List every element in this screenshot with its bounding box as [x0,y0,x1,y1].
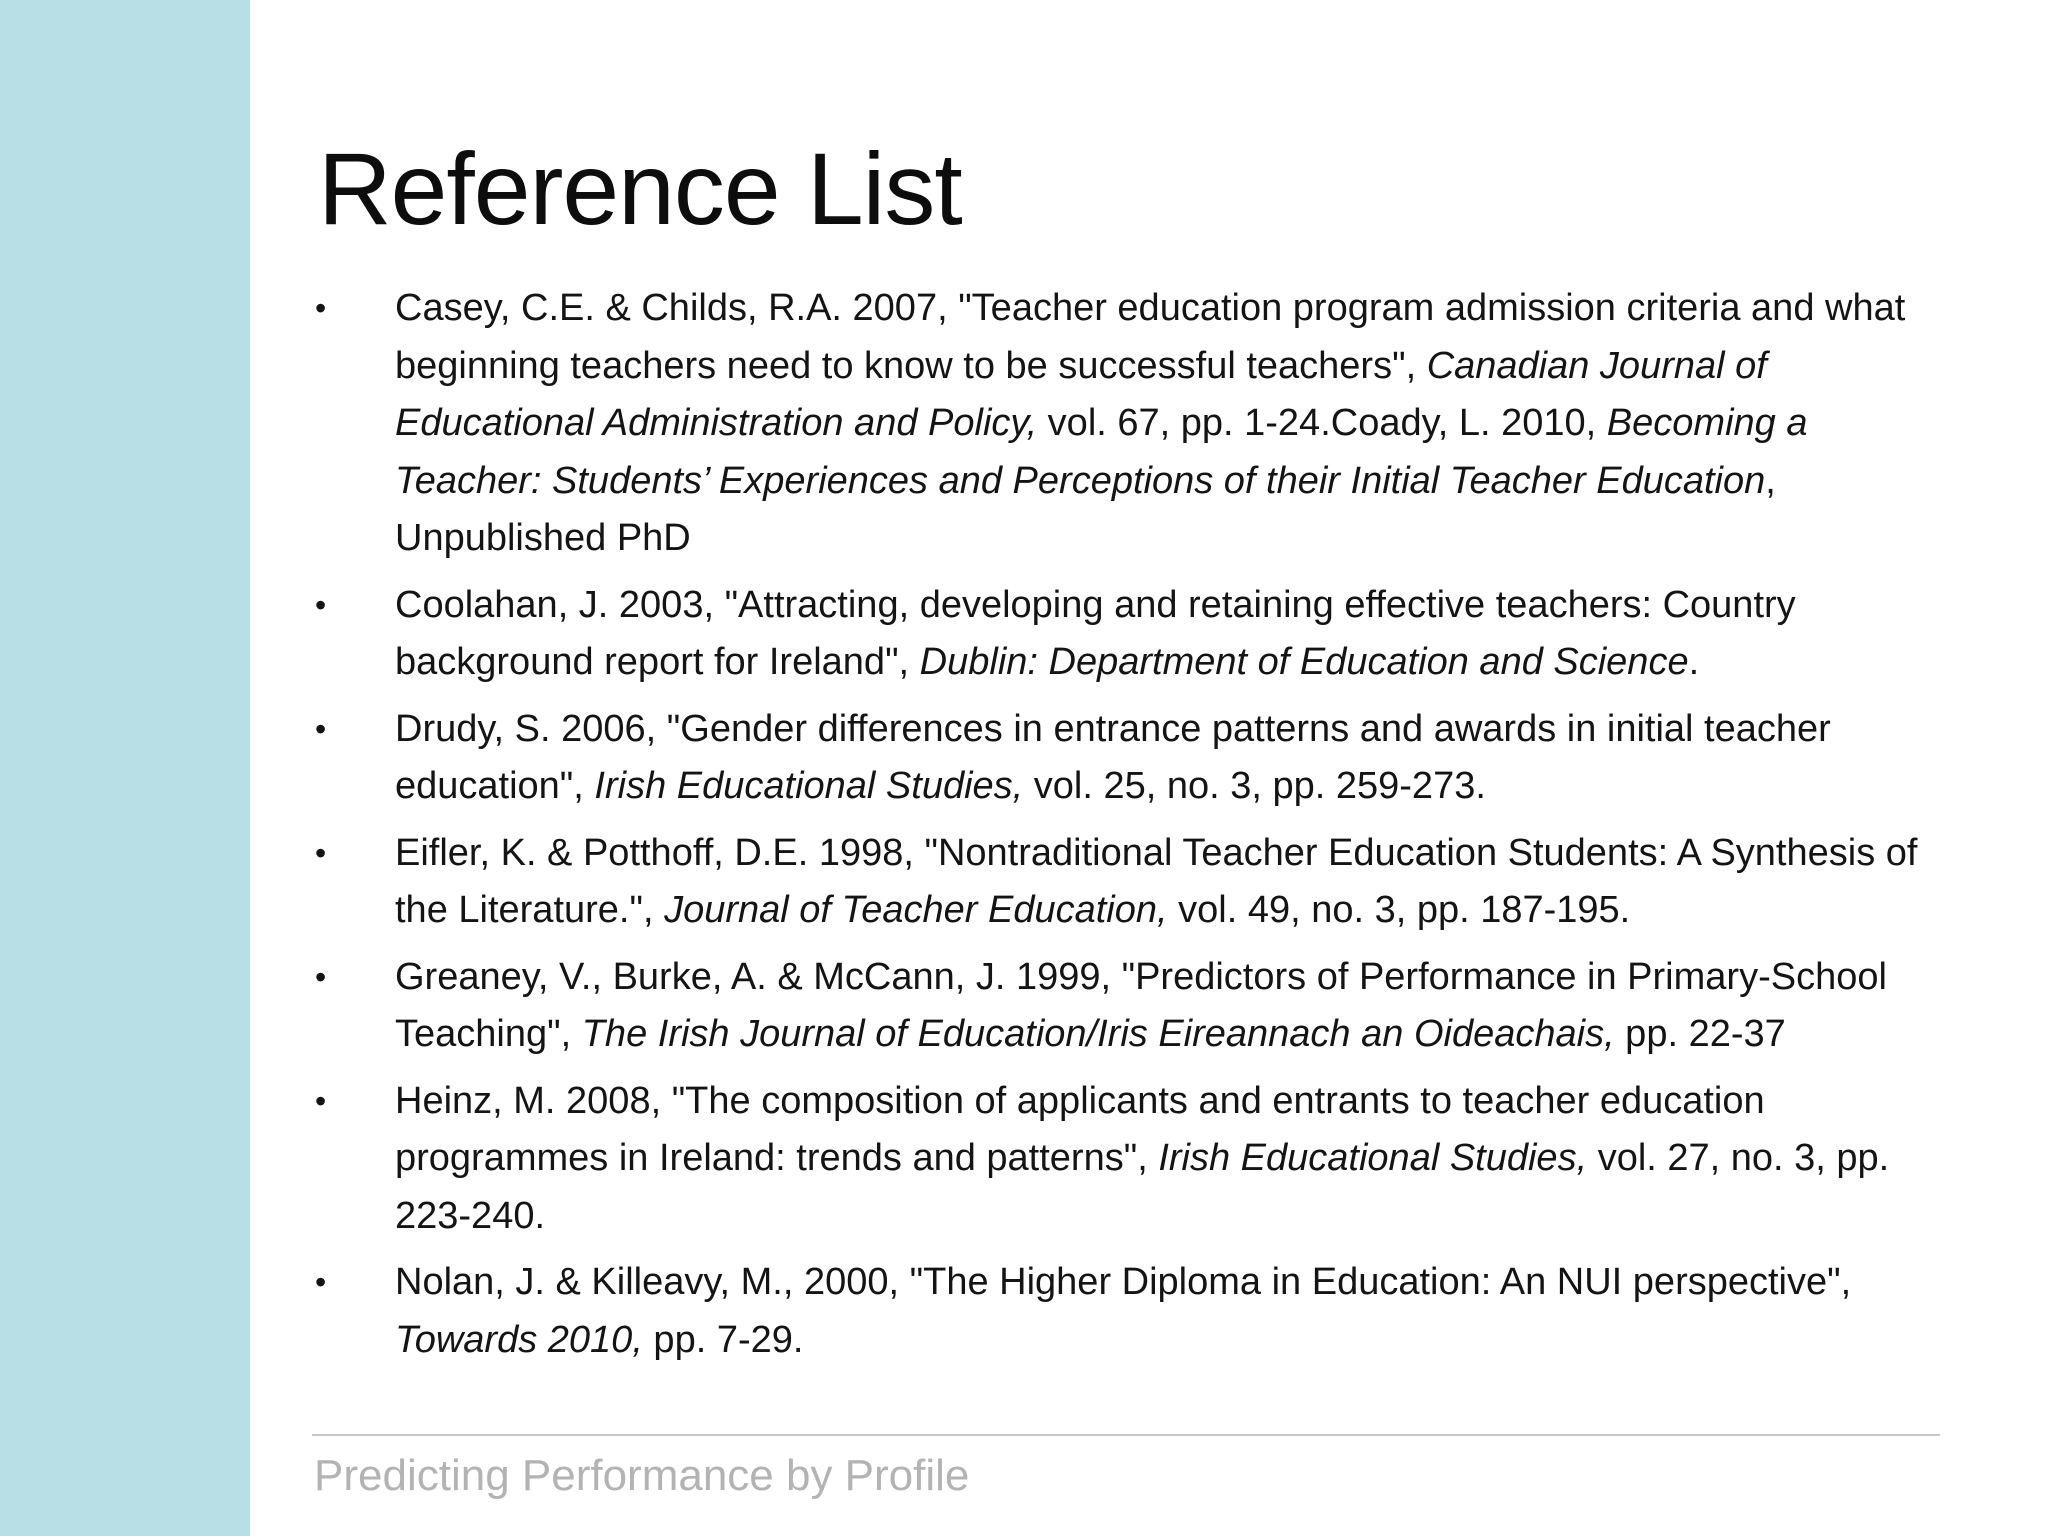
reference-text [395,1080,1889,1237]
reference-text [395,584,1796,684]
bullet-icon: • [315,834,327,871]
reference-segment: Greaney, V., Burke, A. & McCann, J. 1999, "Predictors of Performance in Primary-School Teaching", [395,955,1887,1055]
reference-segment: vol. 25, no. 3, pp. 259-273. [1023,765,1486,807]
reference-segment: vol. 49, no. 3, pp. 187-195. [1167,889,1631,931]
reference-item [315,1254,1955,1369]
reference-segment: Eifler, K. & Potthoff, D.E. 1998, "Nontraditional Teacher Education Students: A Synthesis of the Literature.", [395,831,1918,931]
reference-list [315,280,1955,1378]
footer-divider [312,1434,1940,1436]
reference-item [315,1073,1955,1246]
reference-segment: Coolahan, J. 2003, "Attracting, developing and retaining effective teachers: Country background report for Ireland", [395,583,1796,683]
footer-text: Predicting Performance by Profile [314,1451,970,1500]
reference-item [315,949,1955,1064]
reference-segment: . [1688,641,1700,683]
reference-source-title: The Irish Journal of Education/Iris Eireannach an Oideachais, [581,1013,1615,1055]
bullet-icon: • [315,1264,327,1300]
reference-source-title: Towards 2010, [395,1318,643,1361]
bullet-icon: • [315,1082,327,1119]
bullet-icon: • [315,710,327,747]
reference-source-title: Irish Educational Studies, [594,765,1024,807]
slide-title: Reference List [318,132,962,246]
reference-segment: vol. 67, pp. 1-24.Coady, L. 2010, [1037,402,1607,444]
reference-segment: vol. 27, no. 3, pp. 223-240. [395,1137,1890,1237]
sidebar-accent-bar [0,0,250,1536]
reference-segment: Casey, C.E. & Childs, R.A. 2007, "Teacher education program admission criteria and what beginning teachers need to know to be successful teachers", [395,287,1906,387]
reference-source-title: Becoming a Teacher: Students’ Experiences and Perceptions of their Initial Teacher Education [395,402,1808,502]
bullet-icon: • [315,290,327,326]
reference-segment: Drudy, S. 2006, "Gender differences in entrance patterns and awards in initial teacher education", [395,707,1831,807]
reference-item [315,825,1955,940]
reference-segment: , Unpublished PhD [395,459,1776,559]
bullet-icon: • [315,586,327,623]
reference-text [395,832,1917,932]
reference-item [315,280,1955,568]
reference-text [395,1261,1851,1361]
reference-source-title: Canadian Journal of Educational Administration and Policy, [395,344,1767,444]
reference-item [315,577,1955,692]
reference-source-title: Irish Educational Studies, [1158,1137,1588,1179]
reference-segment: Nolan, J. & Killeavy, M., 2000, "The Higher Diploma in Education: An NUI perspective", [395,1261,1852,1303]
reference-text [395,287,1905,559]
reference-source-title: Dublin: Department of Education and Science [919,641,1689,683]
reference-segment: pp. 7-29. [642,1318,804,1361]
bullet-icon: • [315,958,327,995]
reference-text [395,956,1887,1056]
reference-item [315,701,1955,816]
reference-segment: pp. 22-37 [1614,1013,1786,1055]
reference-text [395,708,1831,808]
reference-source-title: Journal of Teacher Education, [664,889,1168,931]
reference-segment: Heinz, M. 2008, "The composition of applicants and entrants to teacher education programmes in Ireland: trends and patterns", [395,1079,1765,1179]
